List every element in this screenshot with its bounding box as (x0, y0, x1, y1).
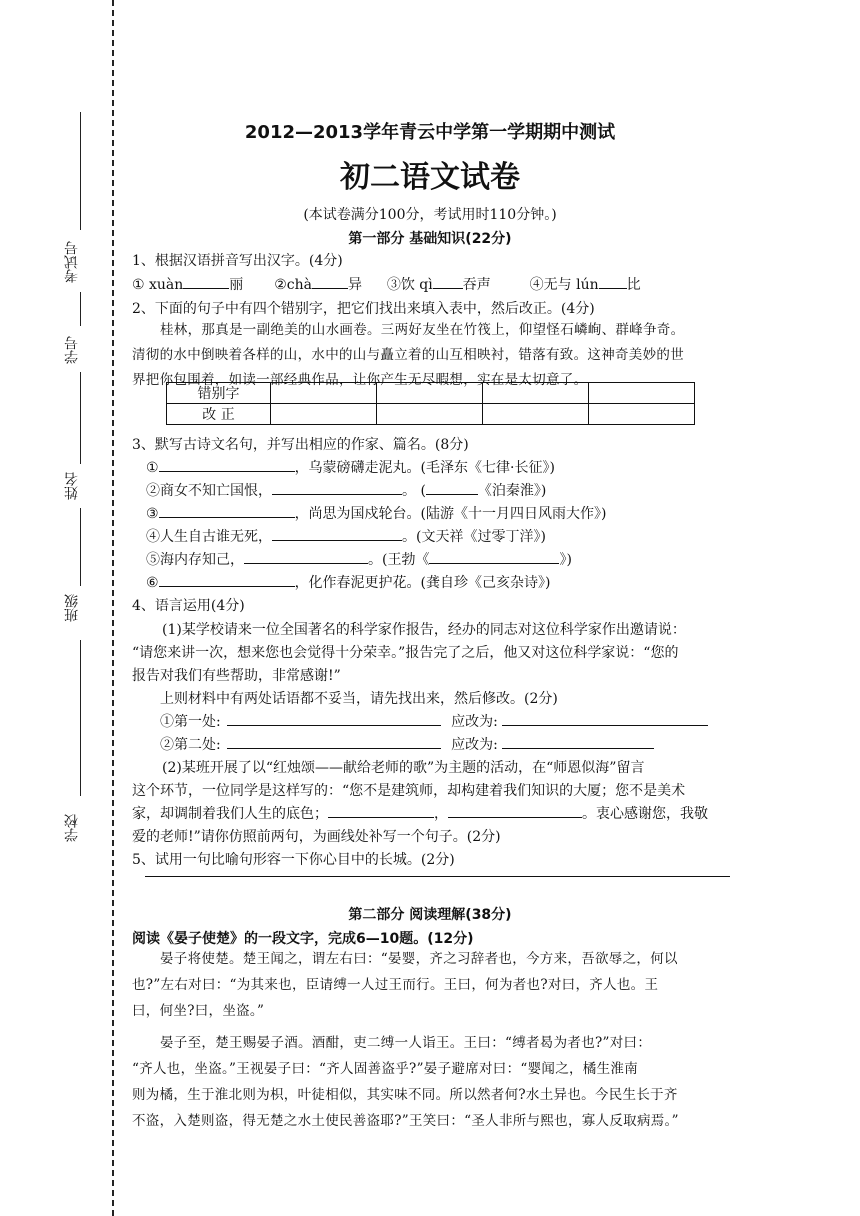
q4-fix-1-change-label: 应改为: (451, 714, 498, 730)
q4-p2-blank-2[interactable] (448, 803, 582, 818)
q4-p1-line: “请您来讲一次，想来您也会觉得十分荣幸。”报告完了之后，他又对这位科学家说：“您的 (132, 645, 679, 661)
q4-p2-line-3 (132, 803, 708, 823)
class-line (80, 508, 81, 586)
table-cell[interactable] (483, 383, 589, 404)
reading-line: 晏子将使楚。楚王闻之，谓左右曰：“晏婴，齐之习辞者也，今方来，吾欲辱之，何以 (160, 951, 678, 967)
q3-line-2 (146, 480, 546, 500)
q2-passage-line: 界把你包围着，如读一部经典作品，让你产生无尽暇想，实在是太切意了。 (132, 372, 588, 388)
q3-line-2-mid: 。 ( (402, 483, 426, 499)
q3-blank-2[interactable] (272, 480, 402, 495)
q1-item-2-label: ②chà (274, 277, 312, 293)
q1-blank-4[interactable] (599, 274, 627, 289)
q3-line-3-start: ③ (146, 506, 159, 522)
q5-answer-line[interactable] (145, 876, 730, 877)
q4-p2-comma: ， (434, 806, 448, 822)
table-cell[interactable] (271, 383, 377, 404)
school-label: 学校 (64, 814, 80, 842)
table-cell[interactable] (271, 404, 377, 425)
correction-table (166, 382, 695, 425)
name-label: 姓名 (64, 472, 80, 500)
q3-line-2-start: ②商女不知亡国恨， (146, 483, 272, 499)
class-label: 班级 (64, 594, 80, 622)
reading-line: 不盗，入楚则盗，得无楚之水土使民善盗耶?”王笑曰：“圣人非所与熙也，寡人反取病焉。” (132, 1113, 679, 1129)
table-row (167, 404, 695, 425)
q1-blank-1[interactable] (183, 274, 229, 289)
q3-line-5 (146, 549, 572, 569)
table-cell[interactable] (377, 404, 483, 425)
q1-item-3-tail: 吞声 (462, 277, 491, 293)
q3-blank-1[interactable] (159, 457, 295, 472)
q1-blank-2[interactable] (312, 274, 348, 289)
q1-item-2-tail: 异 (347, 277, 362, 293)
q4-p2-line-4: 爱的老师!”请你仿照前两句，为画线处补写一个句子。(2分) (132, 829, 501, 845)
q3-line-2-end: 《泊秦淮》) (477, 483, 547, 499)
q3-line-5-end: 》) (559, 552, 572, 568)
q4-fix-1 (160, 711, 708, 731)
q1-item-3-label: ③饮 qì (386, 277, 433, 293)
student-number-label: 学号 (64, 336, 80, 364)
q3-blank-2b[interactable] (426, 480, 478, 495)
q3-stem: 3、默写古诗文名句，并写出相应的作家、篇名。(8分) (132, 437, 469, 453)
q4-p1-task: 上则材料中有两处话语都不妥当，请先找出来，然后修改。(2分) (160, 691, 558, 707)
q4-p2-line-3-start: 家，却调制着我们人生的底色； (132, 806, 328, 822)
table-header-correction: 改 正 (167, 404, 271, 425)
q4-p2-line-3-end: 。衷心感谢您，我敬 (582, 806, 708, 822)
q2-passage-line: 清彻的水中倒映着各样的山，水中的山与矗立着的山互相映衬，错落有致。这神奇美妙的世 (132, 347, 684, 363)
q3-line-1-end: ，乌蒙磅礴走泥丸。(毛泽东《七律·长征》) (294, 460, 555, 476)
q1-blank-3[interactable] (433, 274, 463, 289)
q3-blank-5b[interactable] (429, 549, 559, 564)
table-cell[interactable] (483, 404, 589, 425)
q4-p2-line-1: (2)某班开展了以“红烛颂——献给老师的歌”为主题的活动，在“师恩似海”留言 (162, 760, 645, 776)
reading-passage (132, 946, 742, 1134)
name-line (80, 372, 81, 464)
exam-title: 2012—2013学年青云中学第一学期期中测试 (244, 122, 616, 143)
q3-blank-6[interactable] (159, 572, 295, 587)
reading-line: 也?”左右对曰：“为其来也，臣请缚一人过王而行。王曰，何为者也?对曰，齐人也。王 (132, 977, 659, 993)
paper-subtitle: 初二语文试卷 (340, 160, 520, 195)
q3-line-6-start: ⑥ (146, 575, 159, 591)
q2-stem: 2、下面的句子中有四个错别字，把它们找出来填入表中，然后改正。(4分) (132, 301, 595, 317)
q4-fix-1-blank[interactable] (227, 711, 441, 726)
q3-line-4-end: 。(文天祥《过零丁洋》) (402, 529, 546, 545)
q4-p1-line: 报告对我们有些帮助，非常感谢!” (132, 668, 341, 684)
q4-fix-2-change-label: 应改为: (451, 737, 498, 753)
part2-heading: 第二部分 阅读理解(38分) (348, 907, 512, 923)
q3-line-3-end: ，尚思为国戍轮台。(陆游《十一月四日风雨大作》) (294, 506, 607, 522)
q1-items (132, 274, 641, 294)
school-line (80, 640, 81, 796)
q3-line-4 (146, 526, 546, 546)
table-row (167, 383, 695, 404)
reading-line: 则为橘，生于淮北则为枳，叶徒相似，其实味不同。所以然者何?水土异也。今民生长于齐 (132, 1087, 678, 1103)
q3-blank-4[interactable] (272, 526, 402, 541)
student-number-line-upper (80, 292, 81, 326)
q1-item-1-tail: 丽 (229, 277, 244, 293)
q3-line-6 (146, 572, 551, 592)
table-header-wrong-char: 错别字 (167, 383, 271, 404)
q4-fix-2-label: ②第二处: (160, 737, 221, 753)
q4-fix-2-blank[interactable] (227, 734, 441, 749)
part1-heading: 第一部分 基础知识(22分) (348, 231, 512, 247)
reading-line: “齐人也，坐盗。”王视晏子曰：“齐人固善盗乎?”晏子避席对曰：“婴闻之，橘生淮南 (132, 1061, 638, 1077)
q3-blank-5[interactable] (244, 549, 368, 564)
reading-intro: 阅读《晏子使楚》的一段文字，完成6—10题。(12分) (132, 931, 474, 947)
q3-line-5-start: ⑤海内存知己， (146, 552, 244, 568)
reading-line: 晏子至，楚王赐晏子酒。酒酣，吏二缚一人诣王。王曰：“缚者曷为者也?”对曰： (160, 1035, 652, 1051)
q4-p2-line-2: 这个环节，一位同学是这样写的：“您不是建筑师，却构建着我们知识的大厦；您不是美术 (132, 783, 686, 799)
q3-line-1 (146, 457, 555, 477)
reading-line: 曰，何坐?曰，坐盗。” (132, 1003, 265, 1019)
q3-blank-3[interactable] (159, 503, 295, 518)
q5-stem: 5、试用一句比喻句形容一下你心目中的长城。(2分) (132, 852, 455, 868)
q1-item-1-label: ① xuàn (132, 277, 184, 293)
q4-fix-1-label: ①第一处: (160, 714, 221, 730)
q4-fix-2-change-blank[interactable] (502, 734, 654, 749)
q4-stem: 4、语言运用(4分) (132, 598, 245, 614)
q3-line-4-start: ④人生自古谁无死， (146, 529, 272, 545)
exam-number-label: 考试号 (64, 241, 80, 283)
table-cell[interactable] (589, 404, 695, 425)
q3-line-5-mid: 。(王勃《 (368, 552, 430, 568)
table-cell[interactable] (589, 383, 695, 404)
q4-p1-line: (1)某学校请来一位全国著名的科学家作报告，经办的同志对这位科学家作出邀请说： (162, 622, 686, 638)
q4-fix-1-change-blank[interactable] (502, 711, 708, 726)
q4-p2-blank-1[interactable] (328, 803, 434, 818)
exam-note: (本试卷满分100分，考试用时110分钟。) (303, 207, 557, 223)
table-cell[interactable] (377, 383, 483, 404)
q3-line-3 (146, 503, 607, 523)
q1-stem: 1、根据汉语拼音写出汉字。(4分) (132, 253, 343, 269)
q3-line-1-start: ① (146, 460, 159, 476)
q1-item-4-label: ④无与 lún (529, 277, 599, 293)
q3-line-6-end: ，化作春泥更护花。(龚自珍《己亥杂诗》) (294, 575, 551, 591)
q4-fix-2 (160, 734, 654, 754)
q2-passage-line: 桂林，那真是一副绝美的山水画卷。三两好友坐在竹筏上，仰望怪石嶙峋、群峰争奇。 (160, 322, 685, 338)
q1-item-4-tail: 比 (626, 277, 641, 293)
